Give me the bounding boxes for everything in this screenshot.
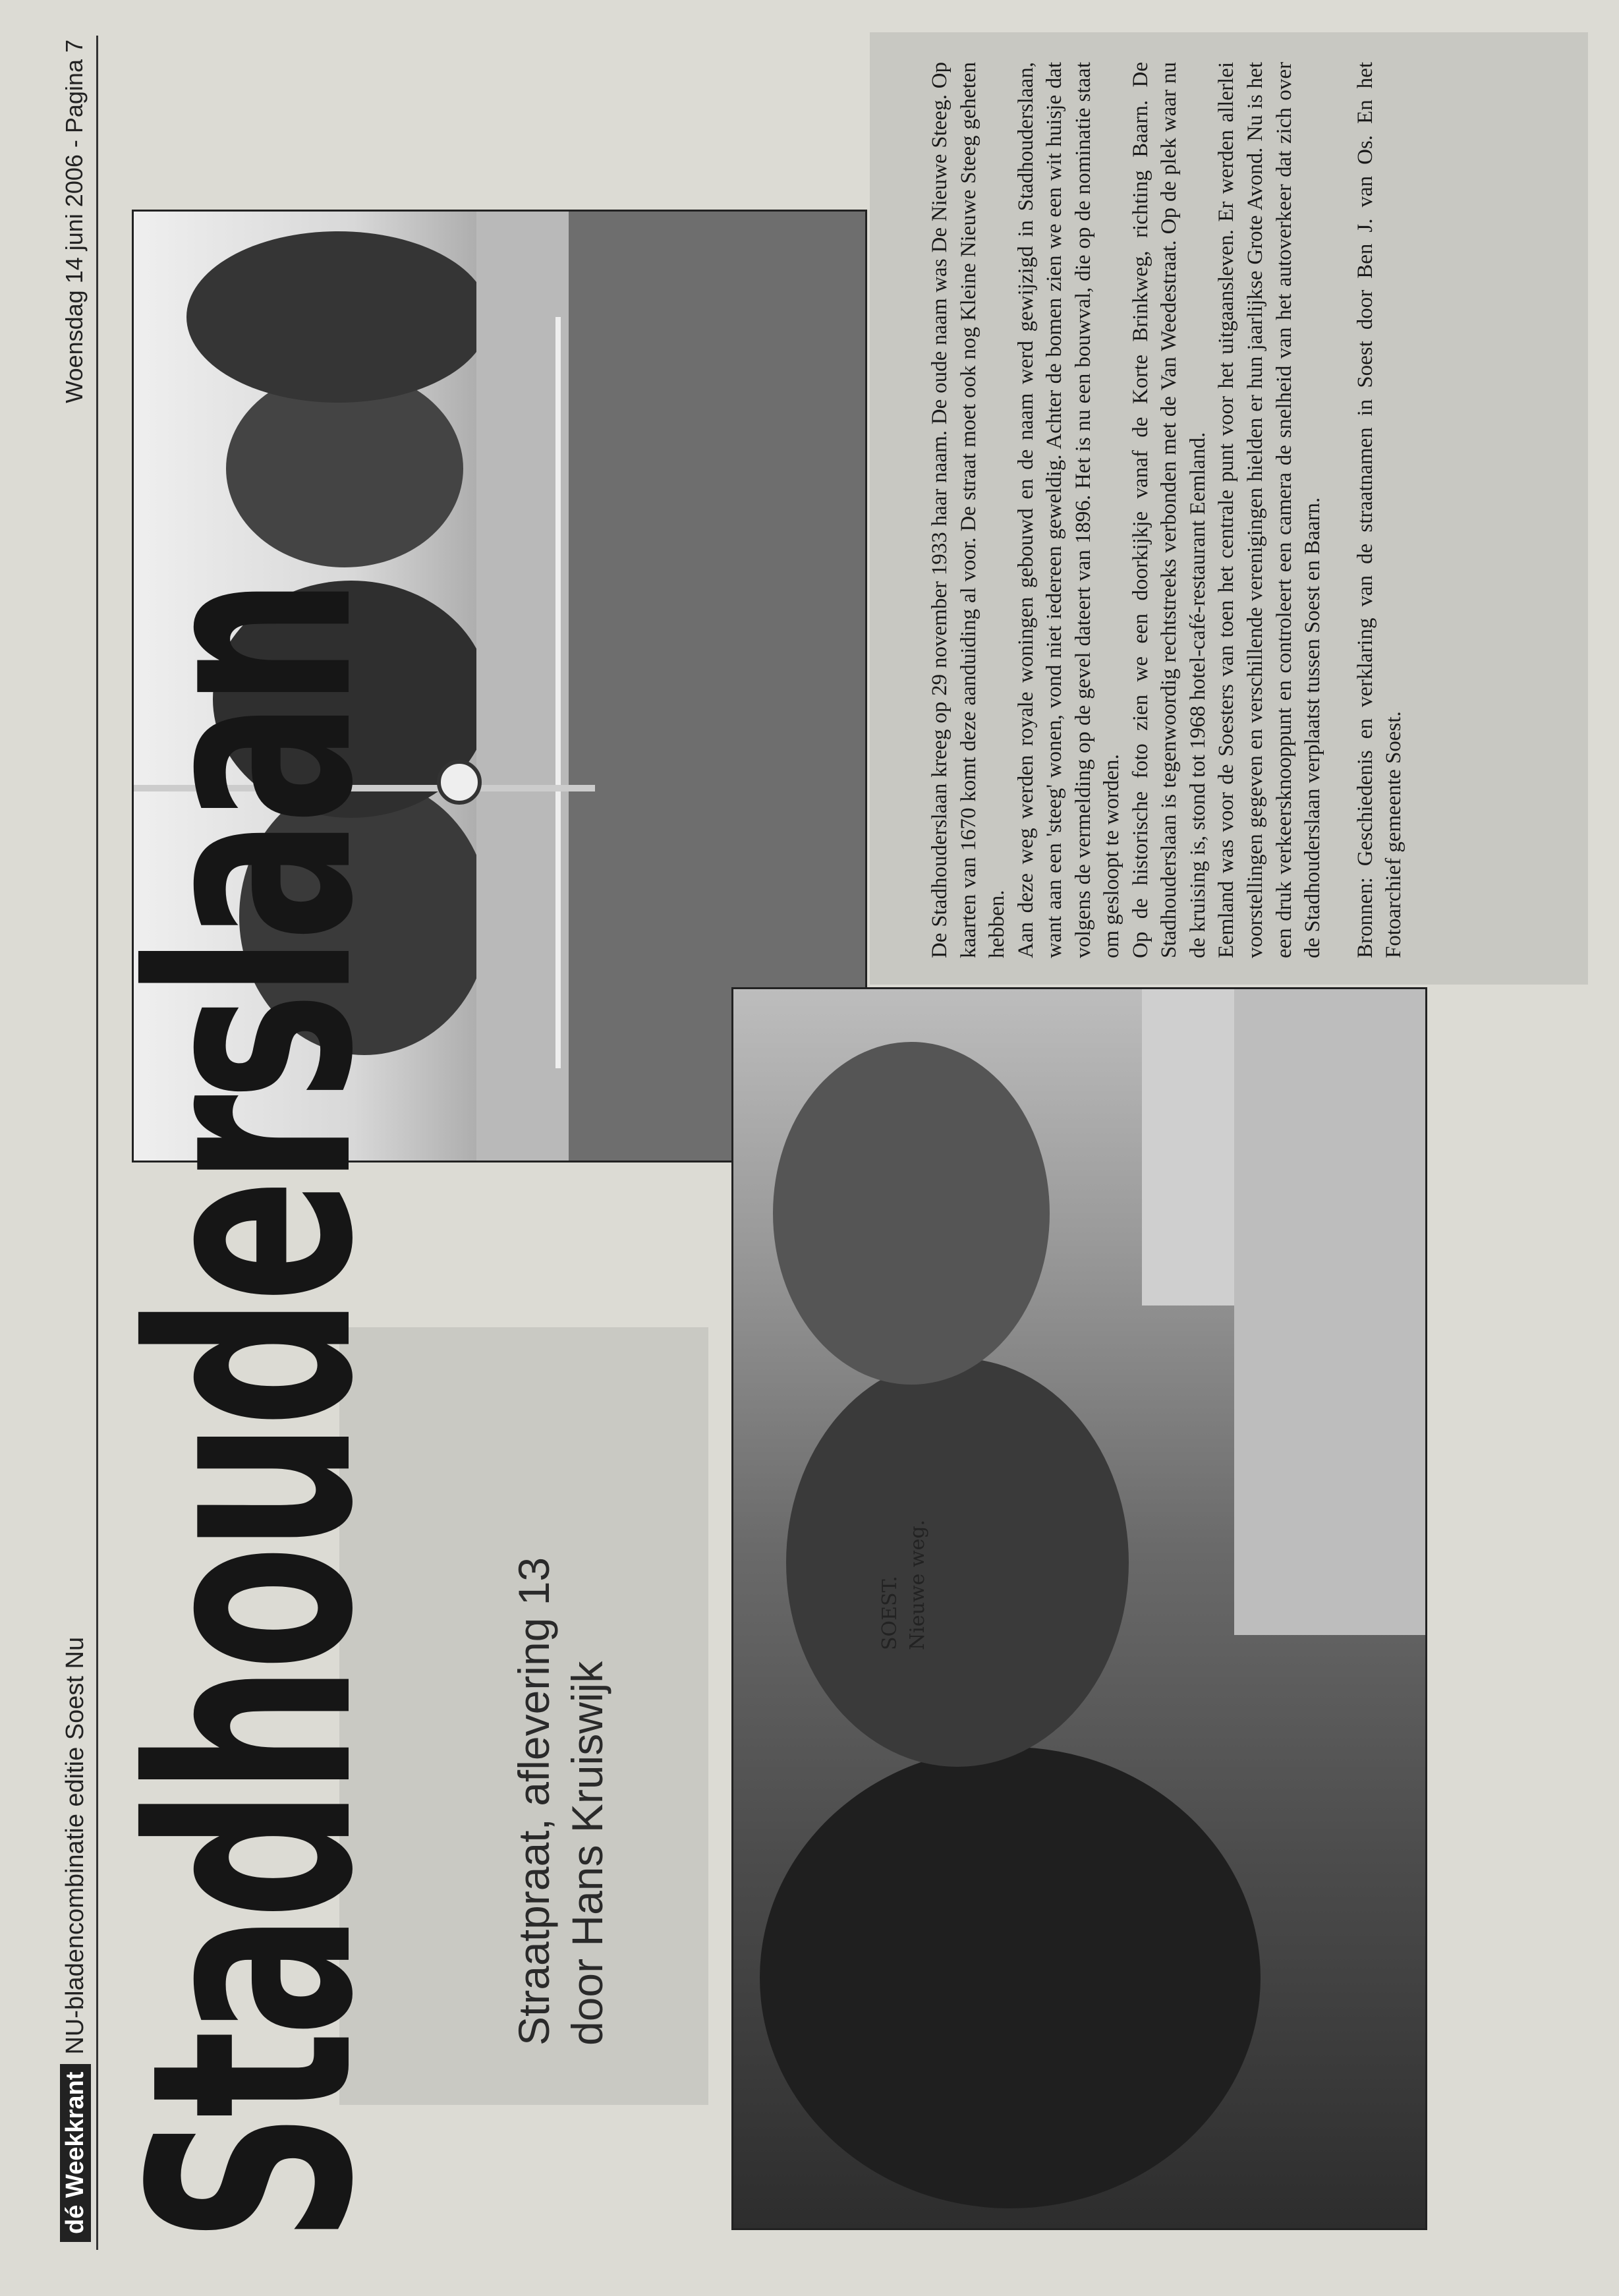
article-paragraph: Eemland was voor de Soesters van toen het centrale punt voor het uitgaansleven. Er werden allerlei voorstellingen gegeven en verschillende verenigingen hielden er hun jaarlijkse Grote Avond. Nu is het een druk verkeersknooppunt en controleert een camera de snelheid van het autoverkeer dat zich over de Stadhouderslaan verplaatst tussen Soest en Baarn. [1214, 62, 1325, 958]
edition-label: NU-bladencombinatie editie Soest Nu [61, 1636, 89, 2055]
historic-photo-caption [876, 1520, 932, 1650]
headline: Stadhouderslaan [92, 583, 414, 2243]
historic-street-photo [731, 987, 1427, 2230]
article-sources: Bronnen: Geschiedenis en verklaring van de straatnamen in Soest door Ben J. van Os. En het Fotoarchief gemeente Soest. [1353, 62, 1406, 958]
dateline: Woensdag 14 juni 2006 - Pagina 7 [61, 40, 88, 403]
brand-logo: dé Weekkrant [60, 2064, 91, 2242]
masthead [59, 1637, 91, 2242]
article-body [926, 62, 1409, 958]
article-paragraph: Op de historische foto zien we een doorkijkje vanaf de Korte Brinkweg, richting Baarn. De Stadhouderslaan is tegenwoordig rechtstreeks verbonden met de Van Weedestraat. Op de plek waar nu de kruising is, stond tot 1968 hotel-café-restaurant Eemland. [1128, 62, 1210, 958]
article-paragraph: Aan deze weg werden royale woningen gebouwd en de naam werd gewijzigd in Stadhouderslaan, want aan een 'steeg' wonen, vond niet iedereen geweldig. Achter de bomen zien we een wit huisje dat volgens de vermelding op de gevel dateert van 1896. Het is nu een bouwval, die op de nominatie staat om gesloopt te worden. [1013, 62, 1124, 958]
byline: door Hans Kruiswijk [562, 1661, 611, 2046]
subtitle [507, 1557, 613, 2046]
subtitle-line: Straatpraat, aflevering 13 [509, 1557, 558, 2046]
caption-line: SOEST. [878, 1576, 901, 1650]
article-paragraph: De Stadhouderslaan kreeg op 29 november 1933 haar naam. De oude naam was De Nieuwe Steeg. Op kaarten van 1670 komt deze aanduiding al voor. De straat moet ook nog Kleine Nieuwe Steeg geheten hebben. [928, 62, 1009, 958]
caption-line: Nieuwe weg. [906, 1519, 929, 1650]
